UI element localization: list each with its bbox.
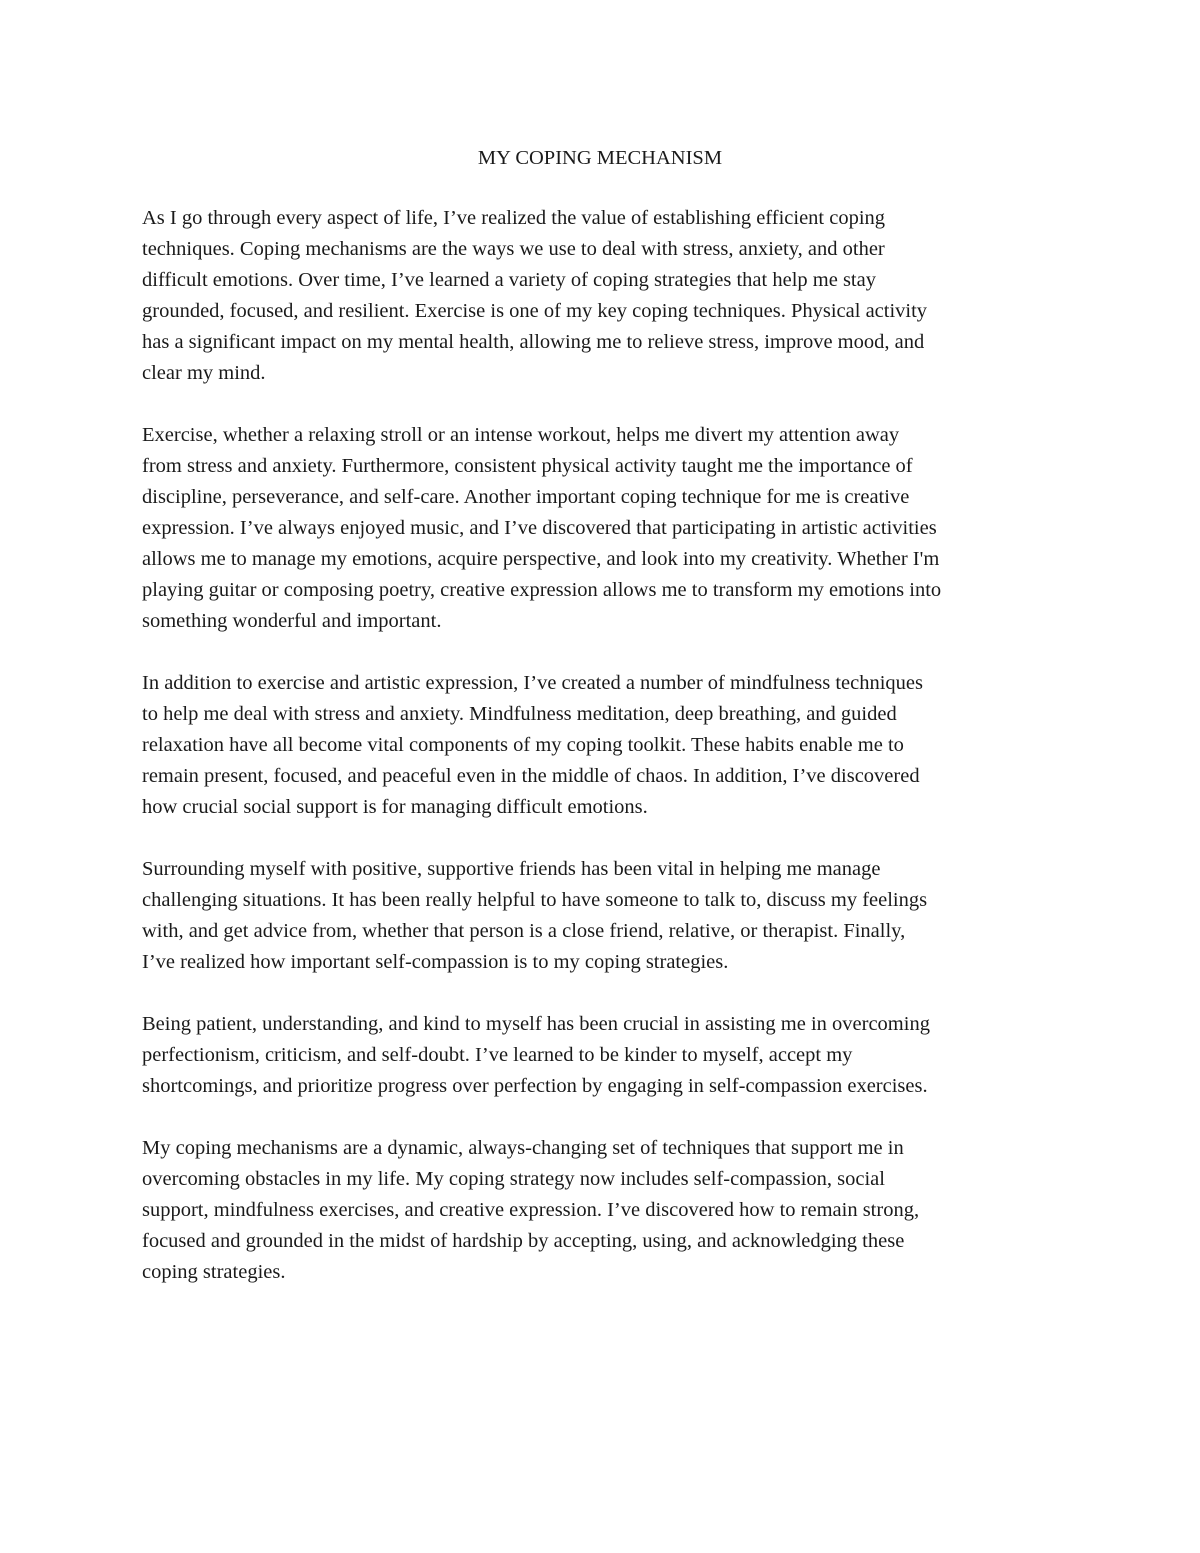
paragraph-line: relaxation have all become vital components of my coping toolkit. These habits enable me to (142, 734, 904, 756)
paragraph-line: allows me to manage my emotions, acquire perspective, and look into my creativity. Whether I'm (142, 548, 940, 570)
paragraph-3 (142, 668, 1082, 823)
paragraph-line: shortcomings, and prioritize progress over perfection by engaging in self-compassion exercises. (142, 1075, 928, 1097)
paragraph-line: from stress and anxiety. Furthermore, consistent physical activity taught me the importance of (142, 455, 913, 477)
document-body (142, 203, 1082, 1319)
paragraph-line: clear my mind. (142, 362, 266, 384)
paragraph-2 (142, 420, 1082, 637)
paragraph-line: techniques. Coping mechanisms are the ways we use to deal with stress, anxiety, and other (142, 238, 885, 260)
paragraph-4 (142, 854, 1082, 978)
paragraph-line: overcoming obstacles in my life. My coping strategy now includes self-compassion, social (142, 1168, 885, 1190)
paragraph-line: has a significant impact on my mental health, allowing me to relieve stress, improve mood, and (142, 331, 925, 353)
paragraph-line: I’ve realized how important self-compassion is to my coping strategies. (142, 951, 729, 973)
paragraph-line: perfectionism, criticism, and self-doubt. I’ve learned to be kinder to myself, accept my (142, 1044, 853, 1066)
paragraph-5 (142, 1009, 1082, 1102)
paragraph-line: difficult emotions. Over time, I’ve learned a variety of coping strategies that help me stay (142, 269, 876, 291)
paragraph-1 (142, 203, 1082, 389)
paragraph-line: something wonderful and important. (142, 610, 442, 632)
document-title: MY COPING MECHANISM (477, 147, 723, 169)
paragraph-line: remain present, focused, and peaceful even in the middle of chaos. In addition, I’ve discovered (142, 765, 920, 787)
paragraph-line: support, mindfulness exercises, and creative expression. I’ve discovered how to remain strong, (142, 1199, 920, 1221)
paragraph-line: discipline, perseverance, and self-care. Another important coping technique for me is creative (142, 486, 910, 508)
paragraph-line: grounded, focused, and resilient. Exercise is one of my key coping techniques. Physical activity (142, 300, 928, 322)
paragraph-6 (142, 1133, 1082, 1288)
paragraph-line: with, and get advice from, whether that person is a close friend, relative, or therapist. Finally, (142, 920, 906, 942)
paragraph-line: focused and grounded in the midst of hardship by accepting, using, and acknowledging these (142, 1230, 905, 1252)
paragraph-line: My coping mechanisms are a dynamic, always-changing set of techniques that support me in (142, 1137, 904, 1159)
paragraph-line: In addition to exercise and artistic expression, I’ve created a number of mindfulness techniques (142, 672, 924, 694)
paragraph-line: to help me deal with stress and anxiety. Mindfulness meditation, deep breathing, and guided (142, 703, 897, 725)
paragraph-line: playing guitar or composing poetry, creative expression allows me to transform my emotions into (142, 579, 942, 601)
paragraph-line: Being patient, understanding, and kind to myself has been crucial in assisting me in overcoming (142, 1013, 930, 1035)
paragraph-line: As I go through every aspect of life, I’ve realized the value of establishing efficient coping (142, 207, 886, 229)
paragraph-line: Exercise, whether a relaxing stroll or an intense workout, helps me divert my attention away (142, 424, 900, 446)
paragraph-line: expression. I’ve always enjoyed music, and I’ve discovered that participating in artistic activities (142, 517, 937, 539)
paragraph-line: challenging situations. It has been really helpful to have someone to talk to, discuss my feelings (142, 889, 928, 911)
paragraph-line: Surrounding myself with positive, supportive friends has been vital in helping me manage (142, 858, 881, 880)
paragraph-line: how crucial social support is for managing difficult emotions. (142, 796, 648, 818)
paragraph-line: coping strategies. (142, 1261, 286, 1283)
